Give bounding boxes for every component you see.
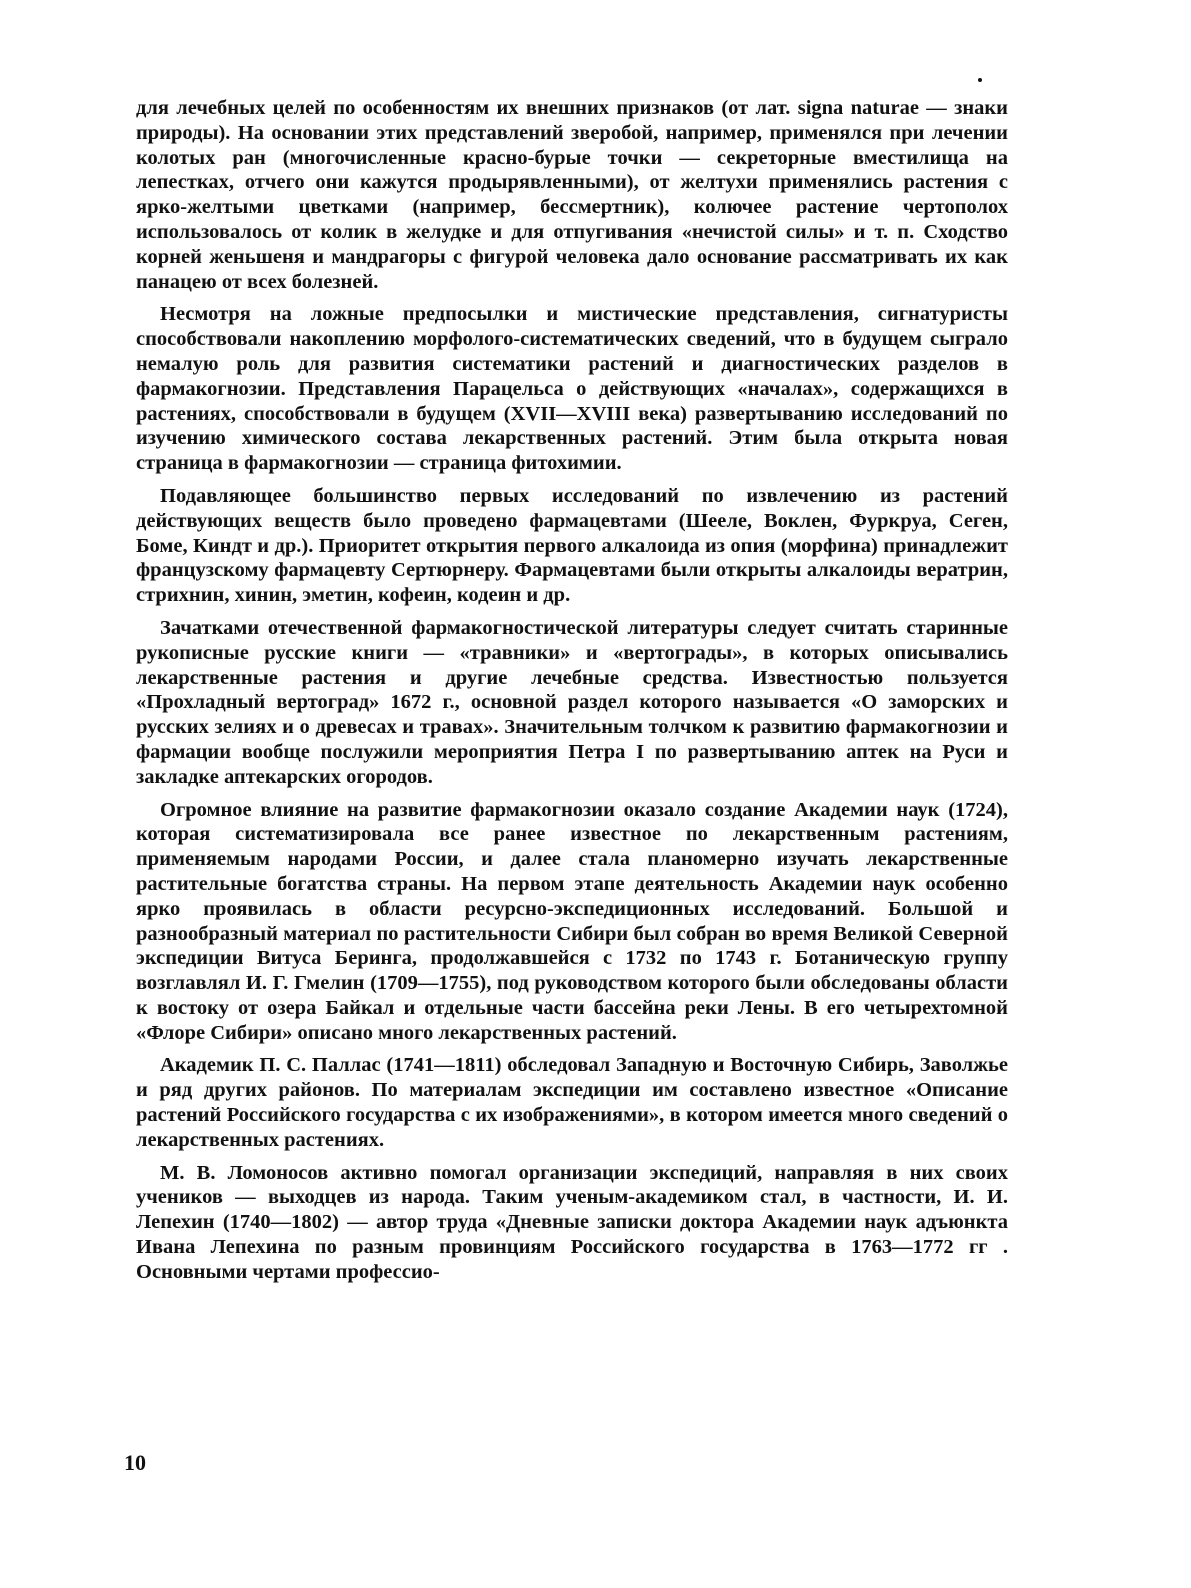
- paragraph-signatures: для лечебных целей по особенностям их внешних признаков (от лат. signa naturae — знаки природы). На основании этих представлений зверобой, например, применялся при лечении колотых ран (многочисленные красно-бурые точки — секреторные вместилища на лепестках, отчего они кажутся продырявленными), от желтухи применялись растения с ярко-желтыми цветками (например, бессмертник), колючее растение чертополох использовалось от колик в желудке и для отпугивания «нечистой силы» и т. п. Сходство корней женьшеня и мандрагоры с фигурой человека дало основание рассматривать их как панацею от всех болезней.: [136, 97, 1008, 293]
- paragraph-pharmacists: Подавляющее большинство первых исследований по извлечению из растений действующих веществ было проведено фармацевтами (Шееле, Воклен, Фуркруа, Сеген, Боме, Киндт и др.). Приоритет открытия первого алкалоида из опия (морфина) принадлежит французскому фармацевту Сертюрнеру. Фармацевтами были открыты алкалоиды вератрин, стрихнин, хинин, эметин, кофеин, кодеин и др.: [136, 484, 1008, 607]
- paragraph-paracelsus: Несмотря на ложные предпосылки и мистические представления, сигнатуристы способствовали накоплению морфолого-систематических сведений, что в будущем сыграло немалую роль для развития систематики растений и диагностических разделов в фармакогнозии. Представления Парацельса о действующих «началах», содержащихся в растениях, способствовали в будущем (XVII—XVIII века) развертыванию исследований по изучению химического состава лекарственных растений. Этим была открыта новая страница в фармакогнозии — страница фитохимии.: [136, 303, 1008, 475]
- paragraph-pallas: Академик П. С. Паллас (1741—1811) обследовал Западную и Восточную Сибирь, Заволжье и ряд других районов. По материалам экспедиции им составлено известное «Описание растений Российского государства с их изображениями», в котором имеется много сведений о лекарственных растениях.: [136, 1054, 1008, 1151]
- paragraph-academy-of-sciences: Огромное влияние на развитие фармакогнозии оказало создание Академии наук (1724), которая систематизировала все ранее известное по лекарственным растениям, применяемым народами России, и далее стала планомерно изучать лекарственные растительные богатства страны. На первом этапе деятельность Академии наук особенно ярко проявилась в области ресурсно-экспедиционных исследований. Большой и разнообразный материал по растительности Сибири был собран во время Великой Северной экспедиции Витуса Беринга, продолжавшейся с 1732 по 1743 г. Ботаническую группу возглавлял И. Г. Гмелин (1709—1755), под руководством которого были обследованы области к востоку от озера Байкал и отдельные части бассейна реки Лены. В его четырехтомной «Флоре Сибири» описано много лекарственных растений.: [136, 798, 1008, 1044]
- paragraph-lomonosov: М. В. Ломоносов активно помогал организации экспедиций, направляя в них своих учеников — выходцев из народа. Таким ученым-академиком стал, в частности, И. И. Лепехин (1740—1802) — автор труда «Дневные записки доктора Академии наук адъюнкта Ивана Лепехина по разным провинциям Российского государства в 1763—1772 гг . Основными чертами профессио-: [136, 1161, 1008, 1283]
- page-number: 10: [124, 1450, 146, 1475]
- body-text: [136, 96, 1008, 1293]
- print-mark-dot: [978, 78, 982, 82]
- paragraph-russian-herbals: Зачатками отечественной фармакогностической литературы следует считать старинные рукописные русские книги — «травники» и «вертограды», в которых описывались лекарственные растения и другие лечебные средства. Известностью пользуется «Прохладный вертоград» 1672 г., основной раздел которого называется «О заморских и русских зелиях и о древесах и травах». Значительным толчком к развитию фармакогнозии и фармации вообще послужили мероприятия Петра I по развертыванию аптек на Руси и закладке аптекарских огородов.: [136, 616, 1008, 788]
